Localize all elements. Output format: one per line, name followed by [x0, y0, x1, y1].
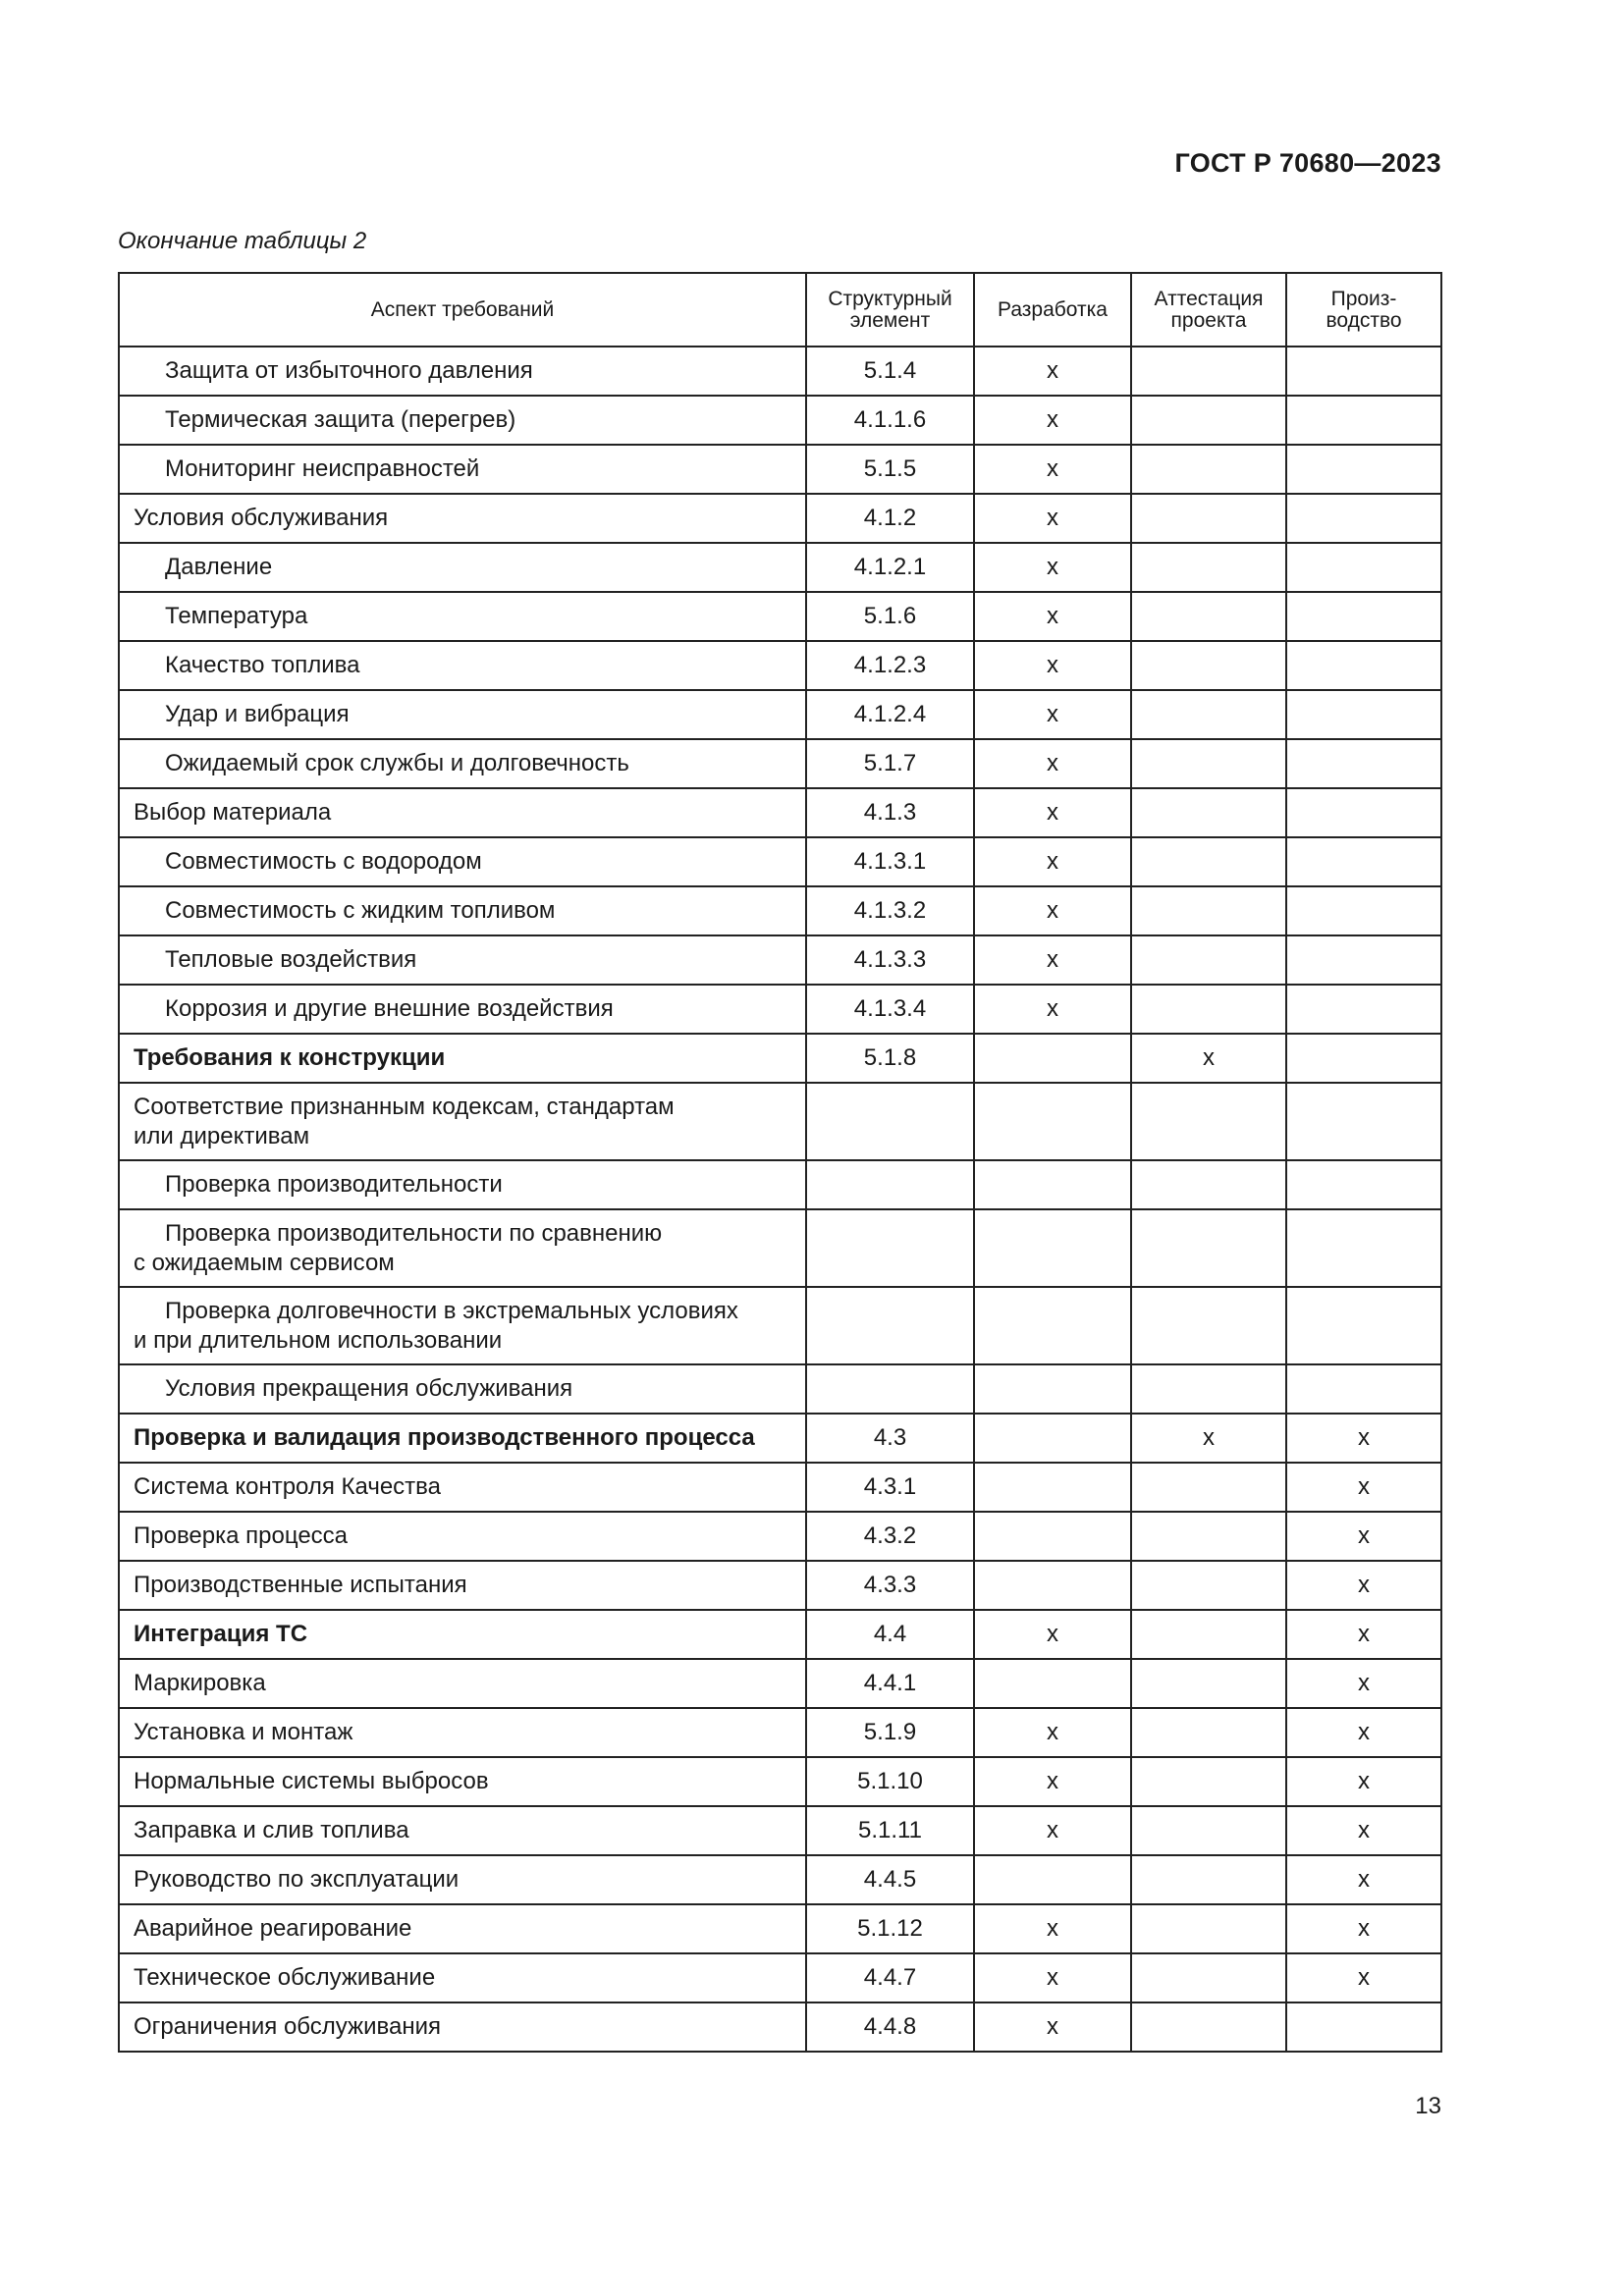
- aspect-cell: Маркировка: [119, 1659, 806, 1708]
- qualification-cell: [1131, 1953, 1286, 2002]
- table-row: [119, 788, 1441, 837]
- qualification-cell: [1131, 1757, 1286, 1806]
- development-cell: x: [974, 1806, 1131, 1855]
- development-cell: [974, 1659, 1131, 1708]
- aspect-cell: [119, 1083, 806, 1160]
- column-header-aspect: Аспект требований: [119, 273, 806, 347]
- development-cell: x: [974, 788, 1131, 837]
- table-row: [119, 592, 1441, 641]
- development-cell: [974, 1855, 1131, 1904]
- table-row: [119, 2002, 1441, 2052]
- qualification-cell: [1131, 592, 1286, 641]
- development-cell: x: [974, 739, 1131, 788]
- production-cell: [1286, 2002, 1441, 2052]
- aspect-cell: Руководство по эксплуатации: [119, 1855, 806, 1904]
- element-cell: 4.1.2.3: [806, 641, 974, 690]
- element-cell: 5.1.12: [806, 1904, 974, 1953]
- development-cell: x: [974, 445, 1131, 494]
- element-cell: 5.1.6: [806, 592, 974, 641]
- element-cell: 4.3.2: [806, 1512, 974, 1561]
- aspect-line-2: с ожидаемым сервисом: [134, 1249, 395, 1276]
- qualification-cell: [1131, 1855, 1286, 1904]
- development-cell: x: [974, 1904, 1131, 1953]
- qualification-cell: x: [1131, 1414, 1286, 1463]
- aspect-cell: Мониторинг неисправностей: [119, 445, 806, 494]
- development-cell: x: [974, 886, 1131, 935]
- development-cell: [974, 1287, 1131, 1364]
- column-header-element: Структурный элемент: [806, 273, 974, 347]
- development-cell: x: [974, 2002, 1131, 2052]
- qualification-cell: [1131, 886, 1286, 935]
- element-cell: 4.1.3: [806, 788, 974, 837]
- qualification-cell: [1131, 1561, 1286, 1610]
- table-row: [119, 1083, 1441, 1160]
- development-cell: x: [974, 1757, 1131, 1806]
- aspect-cell: Проверка и валидация производственного процесса: [119, 1414, 806, 1463]
- development-cell: x: [974, 396, 1131, 445]
- element-cell: 4.1.1.6: [806, 396, 974, 445]
- production-cell: [1286, 690, 1441, 739]
- qualification-cell: [1131, 1659, 1286, 1708]
- production-cell: [1286, 396, 1441, 445]
- aspect-cell: Ожидаемый срок службы и долговечность: [119, 739, 806, 788]
- element-cell: [806, 1364, 974, 1414]
- production-cell: [1286, 445, 1441, 494]
- table-row: [119, 886, 1441, 935]
- standard-code: ГОСТ Р 70680—2023: [1174, 148, 1441, 178]
- aspect-cell: Аварийное реагирование: [119, 1904, 806, 1953]
- aspect-cell: Заправка и слив топлива: [119, 1806, 806, 1855]
- table-row: [119, 935, 1441, 985]
- development-cell: [974, 1209, 1131, 1287]
- development-cell: x: [974, 494, 1131, 543]
- element-cell: 5.1.8: [806, 1034, 974, 1083]
- qualification-cell: [1131, 1463, 1286, 1512]
- qualification-cell: [1131, 1083, 1286, 1160]
- development-cell: x: [974, 1708, 1131, 1757]
- table-caption: Окончание таблицы 2: [118, 228, 367, 254]
- aspect-cell: [119, 1209, 806, 1287]
- column-header-development: Разработка: [974, 273, 1131, 347]
- table-row: [119, 543, 1441, 592]
- qualification-cell: [1131, 837, 1286, 886]
- aspect-cell: Производственные испытания: [119, 1561, 806, 1610]
- table-row: [119, 1160, 1441, 1209]
- development-cell: [974, 1414, 1131, 1463]
- production-cell: [1286, 788, 1441, 837]
- table-row: [119, 1757, 1441, 1806]
- qualification-cell: [1131, 396, 1286, 445]
- development-cell: x: [974, 1610, 1131, 1659]
- development-cell: [974, 1512, 1131, 1561]
- column-header-production: Произ- водство: [1286, 273, 1441, 347]
- development-cell: x: [974, 592, 1131, 641]
- production-cell: x: [1286, 1953, 1441, 2002]
- qualification-cell: [1131, 1364, 1286, 1414]
- table-row: [119, 1708, 1441, 1757]
- development-cell: [974, 1034, 1131, 1083]
- table-row: [119, 985, 1441, 1034]
- development-cell: [974, 1083, 1131, 1160]
- qualification-cell: [1131, 445, 1286, 494]
- qualification-cell: [1131, 1708, 1286, 1757]
- table-row: [119, 739, 1441, 788]
- element-cell: [806, 1209, 974, 1287]
- development-cell: x: [974, 690, 1131, 739]
- table-row: [119, 1414, 1441, 1463]
- production-cell: x: [1286, 1561, 1441, 1610]
- qualification-cell: [1131, 935, 1286, 985]
- element-cell: 4.4.1: [806, 1659, 974, 1708]
- requirements-table: [118, 272, 1442, 2053]
- table-row: [119, 1610, 1441, 1659]
- aspect-cell: Коррозия и другие внешние воздействия: [119, 985, 806, 1034]
- development-cell: [974, 1561, 1131, 1610]
- aspect-cell: Проверка процесса: [119, 1512, 806, 1561]
- aspect-cell: Требования к конструкции: [119, 1034, 806, 1083]
- element-cell: 5.1.9: [806, 1708, 974, 1757]
- aspect-cell: Тепловые воздействия: [119, 935, 806, 985]
- element-cell: 4.4.5: [806, 1855, 974, 1904]
- aspect-cell: Выбор материала: [119, 788, 806, 837]
- production-cell: [1286, 592, 1441, 641]
- element-cell: 4.1.2.4: [806, 690, 974, 739]
- element-cell: 5.1.4: [806, 347, 974, 396]
- element-cell: 4.1.3.4: [806, 985, 974, 1034]
- element-cell: 5.1.5: [806, 445, 974, 494]
- qualification-cell: [1131, 1287, 1286, 1364]
- aspect-cell: Условия обслуживания: [119, 494, 806, 543]
- qualification-cell: x: [1131, 1034, 1286, 1083]
- aspect-line-1: Проверка долговечности в экстремальных условиях: [165, 1297, 738, 1324]
- table-row: [119, 690, 1441, 739]
- aspect-cell: Нормальные системы выбросов: [119, 1757, 806, 1806]
- production-cell: [1286, 494, 1441, 543]
- qualification-cell: [1131, 641, 1286, 690]
- qualification-cell: [1131, 1806, 1286, 1855]
- aspect-line-1: Соответствие признанным кодексам, стандартам: [134, 1093, 675, 1120]
- production-cell: x: [1286, 1463, 1441, 1512]
- qualification-cell: [1131, 1209, 1286, 1287]
- aspect-cell: Установка и монтаж: [119, 1708, 806, 1757]
- table-row: [119, 1806, 1441, 1855]
- production-cell: x: [1286, 1855, 1441, 1904]
- element-cell: 4.4.8: [806, 2002, 974, 2052]
- production-cell: [1286, 347, 1441, 396]
- production-cell: x: [1286, 1610, 1441, 1659]
- table-row: [119, 1659, 1441, 1708]
- aspect-cell: Качество топлива: [119, 641, 806, 690]
- qualification-cell: [1131, 788, 1286, 837]
- development-cell: x: [974, 985, 1131, 1034]
- production-cell: [1286, 1160, 1441, 1209]
- development-cell: x: [974, 935, 1131, 985]
- aspect-cell: Защита от избыточного давления: [119, 347, 806, 396]
- aspect-cell: Условия прекращения обслуживания: [119, 1364, 806, 1414]
- development-cell: x: [974, 543, 1131, 592]
- production-cell: [1286, 886, 1441, 935]
- element-cell: [806, 1160, 974, 1209]
- production-cell: x: [1286, 1806, 1441, 1855]
- aspect-cell: Давление: [119, 543, 806, 592]
- production-cell: [1286, 985, 1441, 1034]
- development-cell: x: [974, 837, 1131, 886]
- development-cell: [974, 1463, 1131, 1512]
- production-cell: [1286, 935, 1441, 985]
- aspect-cell: Удар и вибрация: [119, 690, 806, 739]
- qualification-cell: [1131, 543, 1286, 592]
- element-cell: 4.3.1: [806, 1463, 974, 1512]
- aspect-cell: Ограничения обслуживания: [119, 2002, 806, 2052]
- element-cell: 4.1.2: [806, 494, 974, 543]
- aspect-line-2: или директивам: [134, 1122, 310, 1149]
- production-cell: [1286, 837, 1441, 886]
- development-cell: [974, 1364, 1131, 1414]
- aspect-cell: Совместимость с жидким топливом: [119, 886, 806, 935]
- element-cell: [806, 1083, 974, 1160]
- table-row: [119, 1364, 1441, 1414]
- qualification-cell: [1131, 1610, 1286, 1659]
- column-header-qualification: Аттестация проекта: [1131, 273, 1286, 347]
- production-cell: [1286, 1083, 1441, 1160]
- production-cell: x: [1286, 1904, 1441, 1953]
- qualification-cell: [1131, 690, 1286, 739]
- element-cell: 4.4: [806, 1610, 974, 1659]
- qualification-cell: [1131, 739, 1286, 788]
- aspect-cell: Температура: [119, 592, 806, 641]
- aspect-cell: [119, 1287, 806, 1364]
- qualification-cell: [1131, 347, 1286, 396]
- table-row: [119, 445, 1441, 494]
- qualification-cell: [1131, 1160, 1286, 1209]
- aspect-cell: Система контроля Качества: [119, 1463, 806, 1512]
- element-cell: 4.3.3: [806, 1561, 974, 1610]
- production-cell: [1286, 1364, 1441, 1414]
- production-cell: [1286, 641, 1441, 690]
- table-row: [119, 1287, 1441, 1364]
- table-row: [119, 1855, 1441, 1904]
- aspect-cell: Проверка производительности: [119, 1160, 806, 1209]
- qualification-cell: [1131, 1904, 1286, 1953]
- table-row: [119, 396, 1441, 445]
- qualification-cell: [1131, 2002, 1286, 2052]
- aspect-line-2: и при длительном использовании: [134, 1326, 503, 1354]
- table-row: [119, 1209, 1441, 1287]
- production-cell: x: [1286, 1414, 1441, 1463]
- qualification-cell: [1131, 1512, 1286, 1561]
- element-cell: 5.1.10: [806, 1757, 974, 1806]
- production-cell: [1286, 543, 1441, 592]
- element-cell: 5.1.7: [806, 739, 974, 788]
- element-cell: 5.1.11: [806, 1806, 974, 1855]
- element-cell: [806, 1287, 974, 1364]
- aspect-line-1: Проверка производительности по сравнению: [165, 1219, 663, 1247]
- qualification-cell: [1131, 985, 1286, 1034]
- aspect-cell: Интеграция ТС: [119, 1610, 806, 1659]
- aspect-cell: Техническое обслуживание: [119, 1953, 806, 2002]
- development-cell: [974, 1160, 1131, 1209]
- page-number: 13: [1415, 2093, 1441, 2119]
- table-row: [119, 641, 1441, 690]
- table-row: [119, 1904, 1441, 1953]
- production-cell: [1286, 1287, 1441, 1364]
- production-cell: [1286, 1209, 1441, 1287]
- aspect-cell: Термическая защита (перегрев): [119, 396, 806, 445]
- table-row: [119, 837, 1441, 886]
- development-cell: x: [974, 641, 1131, 690]
- production-cell: [1286, 1034, 1441, 1083]
- development-cell: x: [974, 347, 1131, 396]
- qualification-cell: [1131, 494, 1286, 543]
- table-row: [119, 1512, 1441, 1561]
- table-row: [119, 1034, 1441, 1083]
- table-header-row: [119, 273, 1441, 347]
- element-cell: 4.1.3.1: [806, 837, 974, 886]
- element-cell: 4.1.3.2: [806, 886, 974, 935]
- table-row: [119, 1953, 1441, 2002]
- development-cell: x: [974, 1953, 1131, 2002]
- production-cell: x: [1286, 1659, 1441, 1708]
- production-cell: x: [1286, 1757, 1441, 1806]
- table-row: [119, 494, 1441, 543]
- element-cell: 4.3: [806, 1414, 974, 1463]
- production-cell: x: [1286, 1708, 1441, 1757]
- aspect-cell: Совместимость с водородом: [119, 837, 806, 886]
- element-cell: 4.4.7: [806, 1953, 974, 2002]
- table-row: [119, 1561, 1441, 1610]
- production-cell: [1286, 739, 1441, 788]
- element-cell: 4.1.2.1: [806, 543, 974, 592]
- production-cell: x: [1286, 1512, 1441, 1561]
- table-row: [119, 1463, 1441, 1512]
- element-cell: 4.1.3.3: [806, 935, 974, 985]
- table-row: [119, 347, 1441, 396]
